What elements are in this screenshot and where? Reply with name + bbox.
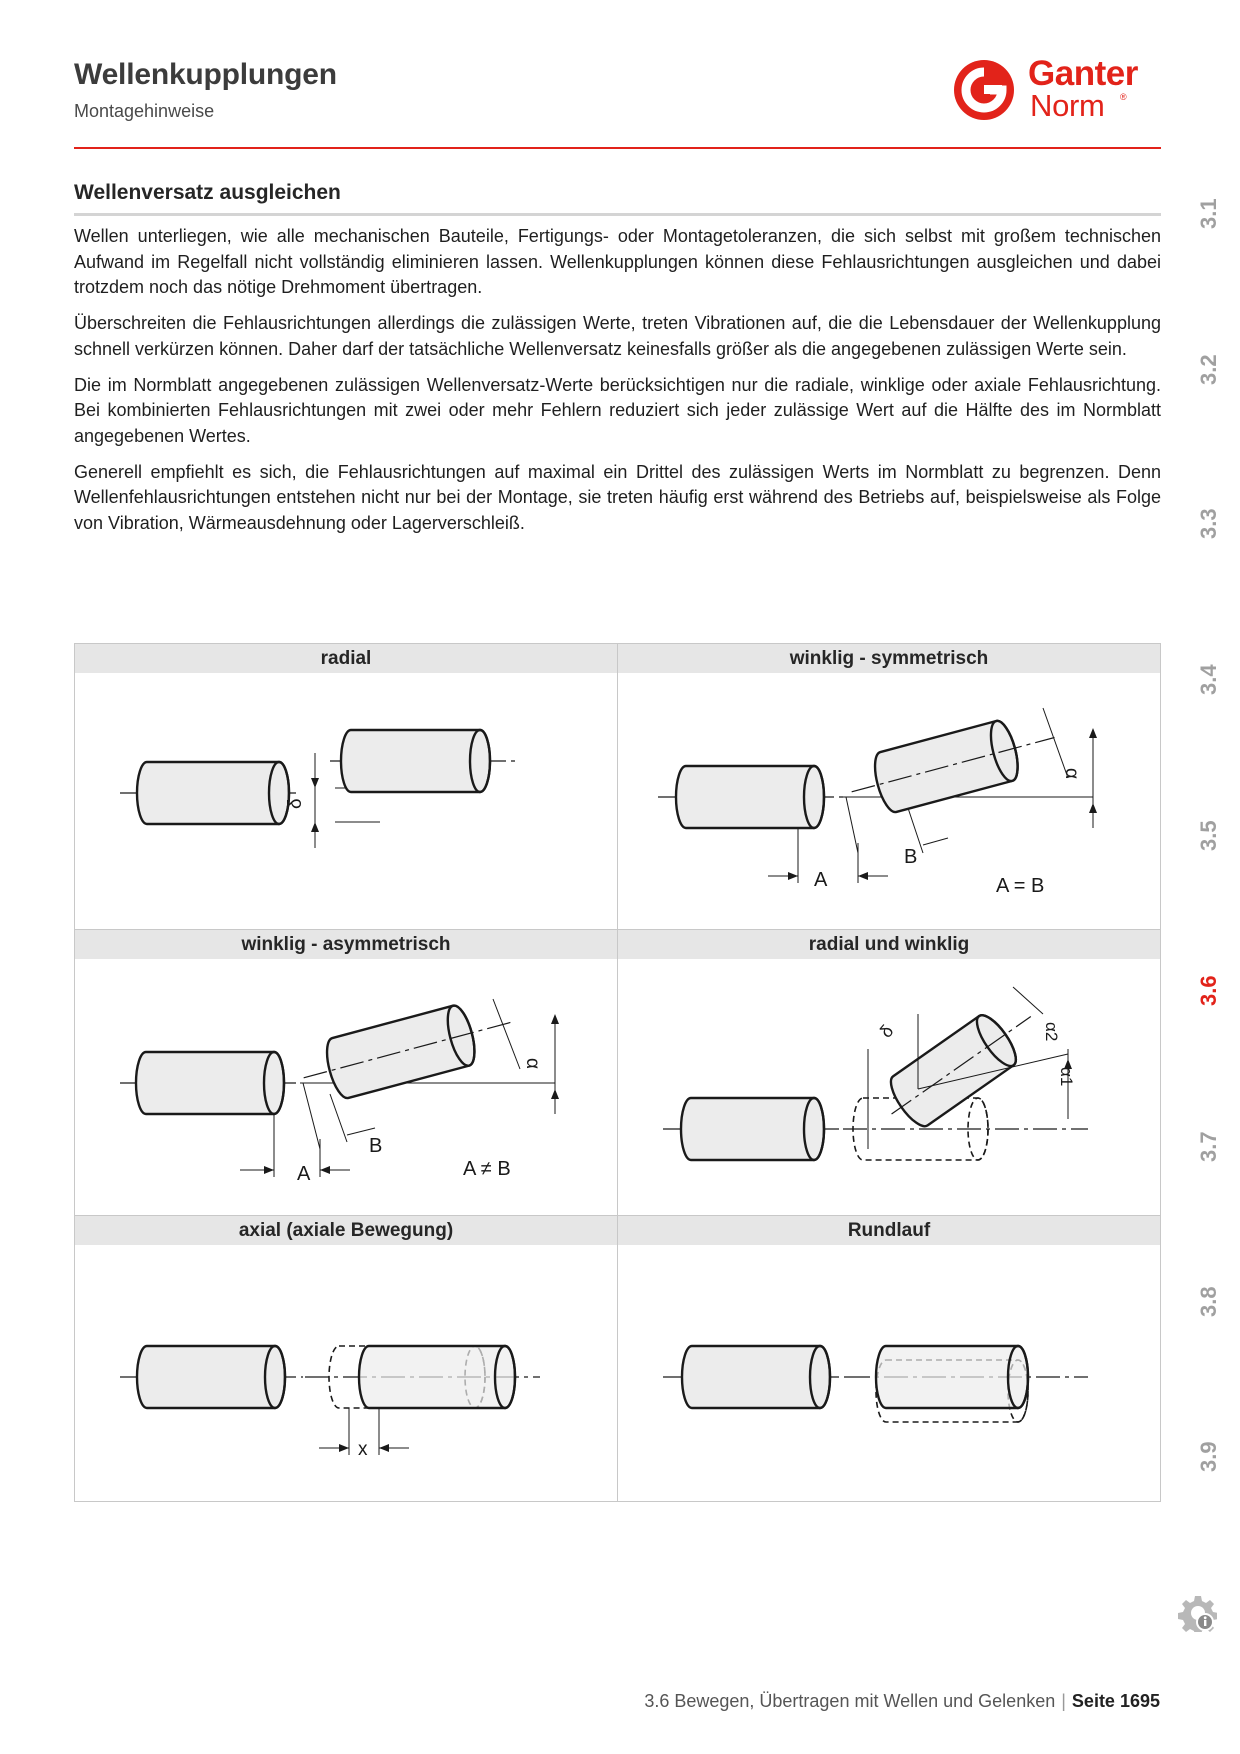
- section-divider: [74, 213, 1161, 216]
- page-footer: [644, 1691, 1160, 1712]
- section-heading: Wellenversatz ausgleichen: [74, 181, 341, 204]
- misalignment-diagram-grid: [74, 643, 1161, 1502]
- label-alpha: α: [1061, 768, 1082, 779]
- diagram-rundlauf: [618, 1245, 1160, 1501]
- label-a-not-equal-b: A ≠ B: [463, 1158, 511, 1180]
- side-tab-3-4[interactable]: 3.4: [1196, 664, 1221, 696]
- cell-title-radial-und-winklig: radial und winklig: [618, 930, 1160, 959]
- diagram-winklig-asymmetrisch: [75, 959, 617, 1215]
- cell-title-rundlauf: Rundlauf: [618, 1216, 1160, 1245]
- side-tab-3-9[interactable]: 3.9: [1196, 1441, 1221, 1473]
- side-tab-3-1[interactable]: 3.1: [1196, 198, 1221, 230]
- cell-title-radial: radial: [75, 644, 617, 673]
- logo-text-ganter: Ganter: [1028, 54, 1138, 93]
- footer-chapter: 3.6 Bewegen, Übertragen mit Wellen und Gelenken: [644, 1691, 1056, 1711]
- paragraph-3: Die im Normblatt angegebenen zulässigen Wellenversatz-Werte berücksichtigen nur die radiale, winklige oder axiale Fehlausrichtung. Bei kombinierten Fehlausrichtungen mit zwei oder mehr Fehlern reduziert sich jeder zulässige Wert auf die Hälfte des im Normblatt angegebenen Wertes.: [74, 374, 1161, 446]
- section-body: [74, 224, 1161, 547]
- page-subtitle: Montagehinweise: [74, 101, 215, 121]
- label-b: B: [369, 1135, 383, 1157]
- cell-title-winklig-asymmetrisch: winklig - asymmetrisch: [75, 930, 617, 959]
- side-tab-3-2[interactable]: 3.2: [1196, 354, 1221, 386]
- diagram-radial-und-winklig: [618, 959, 1160, 1215]
- label-alpha: α: [522, 1058, 543, 1069]
- header-divider: [74, 147, 1161, 149]
- side-tab-3-6[interactable]: 3.6: [1196, 975, 1221, 1007]
- paragraph-1: Wellen unterliegen, wie alle mechanischen Bauteile, Fertigungs- oder Montagetoleranzen, die sich selbst mit großem technischen Aufwand im Regelfall nicht vollständig eliminieren lassen. Wellenkupplungen können diese Fehlausrichtungen ausgleichen und dabei trotzdem noch das nötige Drehmoment übertragen.: [74, 226, 1161, 298]
- label-a: A: [297, 1163, 311, 1185]
- label-x: x: [358, 1439, 368, 1460]
- footer-separator: |: [1061, 1691, 1066, 1711]
- logo-registered-mark: ®: [1120, 92, 1127, 102]
- label-alpha1: α1: [1057, 1067, 1076, 1087]
- label-alpha2: α2: [1042, 1022, 1061, 1042]
- diagram-winklig-symmetrisch: [618, 673, 1160, 929]
- footer-page-number: Seite 1695: [1071, 1691, 1160, 1711]
- paragraph-2: Überschreiten die Fehlausrichtungen allerdings die zulässigen Werte, treten Vibrationen auf, die die Lebensdauer der Wellenkupplung schnell verkürzen können. Daher darf der tatsächliche Wellenversatz keinesfalls größer als die angegebenen zulässigen Werte sein.: [74, 313, 1161, 359]
- label-a-equals-b: A = B: [996, 875, 1045, 897]
- cell-title-axial: axial (axiale Bewegung): [75, 1216, 617, 1245]
- label-delta: δ: [875, 1021, 898, 1042]
- side-tab-3-7[interactable]: 3.7: [1196, 1131, 1221, 1163]
- label-a: A: [814, 869, 828, 891]
- cell-title-winklig-symmetrisch: winklig - symmetrisch: [618, 644, 1160, 673]
- side-tab-3-8[interactable]: 3.8: [1196, 1286, 1221, 1318]
- label-delta: δ: [285, 798, 306, 809]
- side-tab-3-5[interactable]: 3.5: [1196, 820, 1221, 852]
- diagram-axial: [75, 1245, 617, 1501]
- gear-info-icon[interactable]: [1177, 1592, 1217, 1632]
- logo-text-norm: Norm: [1030, 88, 1105, 123]
- paragraph-4: Generell empfiehlt es sich, die Fehlausrichtungen auf maximal ein Drittel des zulässigen Werts im Normblatt zu begrenzen. Denn Wellenfehlausrichtungen entstehen nicht nur bei der Montage, sie treten häufig erst während des Betriebs auf, beispielsweise als Folge von Vibration, Wärmeausdehnung oder Lagerverschleiß.: [74, 461, 1161, 534]
- side-tab-3-3[interactable]: 3.3: [1196, 508, 1221, 540]
- diagram-radial: [75, 673, 617, 929]
- label-b: B: [904, 846, 918, 868]
- page-title: Wellenkupplungen: [74, 58, 337, 91]
